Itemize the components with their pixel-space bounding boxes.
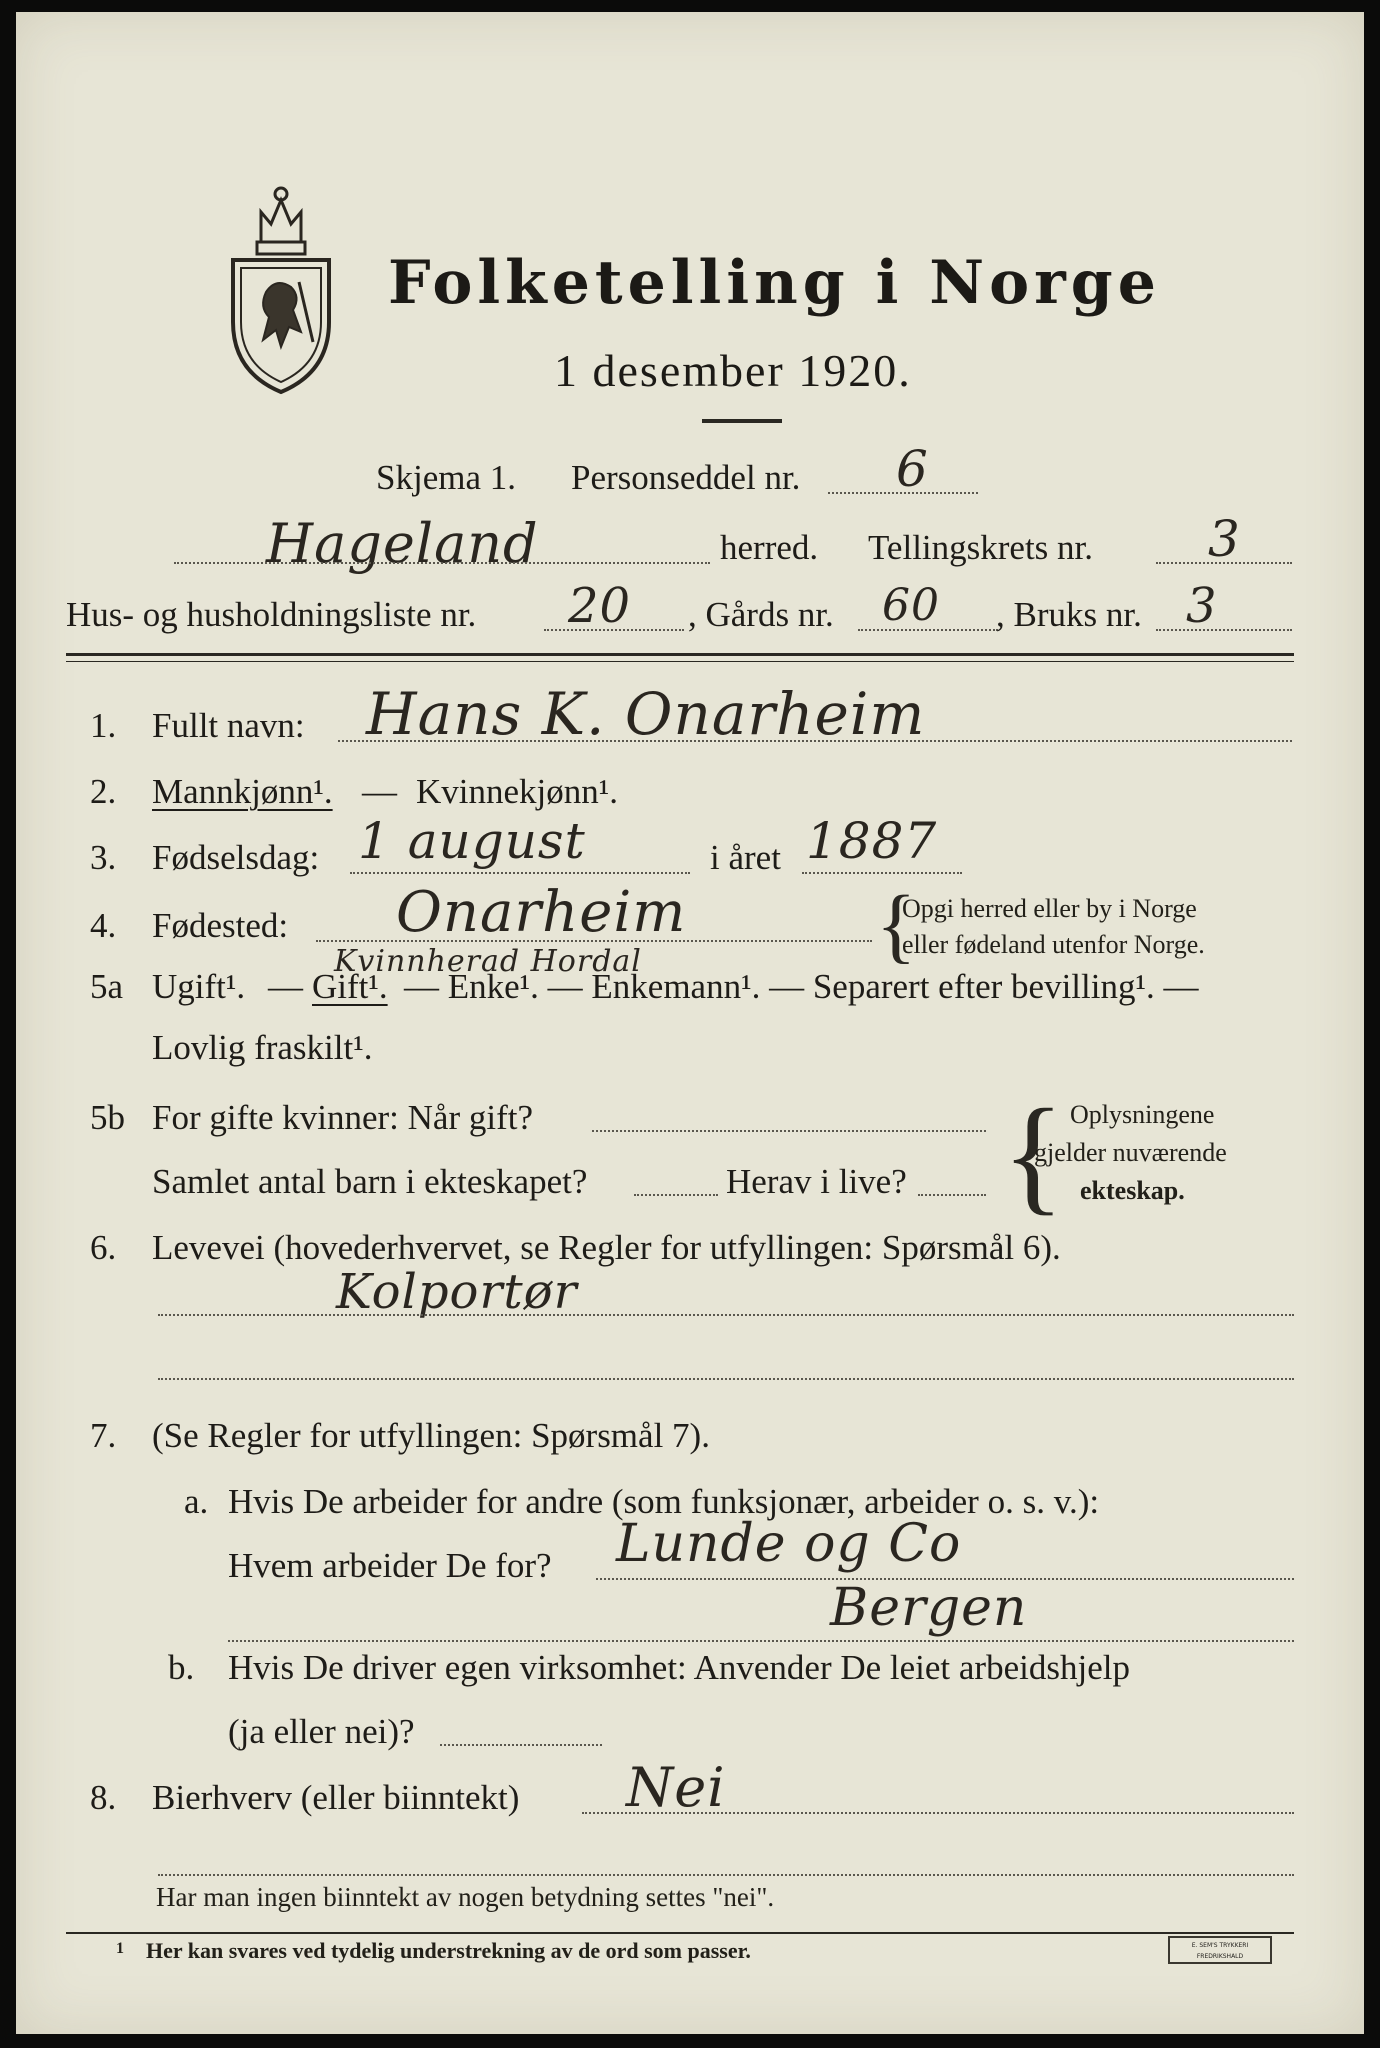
marital-gift-option[interactable]: Gift¹. [312,967,388,1006]
occupation-value[interactable]: Kolportør [336,1264,578,1320]
q5b-note-line1: Oplysningene [1070,1100,1215,1129]
q5b-alive-line [918,1194,986,1196]
tellingskrets-value[interactable]: 3 [1208,510,1241,568]
marital-other-options[interactable]: — Enke¹. — Enkemann¹. — Separert efter bevilling¹. — [404,967,1199,1006]
tellingskrets-label: Tellingskrets nr. [868,528,1094,567]
employer-city-value[interactable]: Bergen [830,1578,1028,1638]
marital-ugift-option[interactable]: Ugift¹. [152,967,246,1006]
q5b-married-when-line [592,1130,986,1132]
q3-number: 3. [90,838,117,877]
q3-label: Fødselsdag: [152,838,320,877]
marital-fraskilt-option[interactable]: Lovlig fraskilt¹. [152,1028,373,1067]
title-divider [702,419,782,423]
bruks-label: , Bruks nr. [996,595,1142,634]
q7b-line1: Hvis De driver egen virksomhet: Anvender De leiet arbeidshjelp [228,1648,1130,1687]
q8-number: 8. [90,1778,117,1817]
q4-brace: { [876,879,917,972]
q6-number: 6. [90,1228,117,1267]
gards-value[interactable]: 60 [882,580,940,631]
q1-label: Fullt navn: [152,706,305,745]
q7a-letter: a. [184,1482,209,1521]
q5b-note-line2: gjelder nuværende [1034,1138,1227,1167]
birth-date-value[interactable]: 1 august [358,812,586,870]
skjema-label: Skjema 1. [376,458,516,497]
q8-line2 [158,1874,1294,1876]
employer-value[interactable]: Lunde og Co [616,1514,962,1574]
q2-number: 2. [90,772,117,811]
q5a-number: 5a [90,967,124,1006]
footnote-text: Her kan svares ved tydelig understrekning av de ord som passer. [146,1938,751,1963]
personseddel-label: Personseddel nr. [571,458,801,497]
gards-label: , Gårds nr. [688,595,834,634]
header-rule-top [66,653,1294,656]
q7a-line2: Hvem arbeider De for? [228,1546,552,1585]
q5b-children-line [634,1194,718,1196]
header-rule-bottom [66,661,1294,662]
q4-label: Fødested: [152,906,289,945]
q3-year-label: i året [710,838,781,877]
side-income-value[interactable]: Nei [626,1756,726,1819]
q3-year-line [802,872,962,874]
q7b-letter: b. [168,1648,195,1687]
q5b-note-line3: ekteskap. [1080,1176,1185,1205]
q6-label: Levevei (hovederhvervet, se Regler for utfyllingen: Spørsmål 6). [152,1228,1061,1267]
q7a-line1: Hvis De arbeider for andre (som funksjonær, arbeider o. s. v.): [228,1482,1100,1521]
q5b-brace: { [1002,1083,1065,1227]
herred-value[interactable]: Hageland [266,512,539,575]
birthplace-value[interactable]: Onarheim [396,880,687,945]
husliste-label: Hus- og husholdningsliste nr. [66,595,477,634]
q4-note-line1: Opgi herred eller by i Norge [902,894,1197,923]
no-income-note: Har man ingen biinntekt av nogen betydning settes "nei". [156,1882,775,1912]
q7-label: (Se Regler for utfyllingen: Spørsmål 7). [152,1416,710,1455]
q5b-alive-label: Herav i live? [726,1162,907,1201]
form-title: Folketelling i Norge [388,248,1161,318]
q1-number: 1. [90,706,117,745]
footnote-mark: 1 [116,1940,124,1957]
husliste-value[interactable]: 20 [568,578,632,634]
q5b-number: 5b [90,1098,125,1137]
footer-rule [66,1932,1294,1934]
norwegian-coat-of-arms-icon [221,182,341,397]
q7-number: 7. [90,1416,117,1455]
personseddel-value[interactable]: 6 [896,440,929,498]
herred-label: herred. [720,528,819,567]
q8-label: Bierhverv (eller biinntekt) [152,1778,520,1817]
census-form-sheet [16,12,1364,2034]
gender-separator: — [362,772,397,811]
gender-female-option[interactable]: Kvinnekjønn¹. [416,772,619,811]
bruks-line [1156,629,1292,631]
q7b-line2: (ja eller nei)? [228,1712,415,1751]
birth-year-value[interactable]: 1887 [806,812,938,870]
herred-line [174,562,710,564]
q4-number: 4. [90,906,117,945]
gender-male-option[interactable]: Mannkjønn¹. [152,772,333,811]
q7b-line [440,1744,602,1746]
marital-dash: — [268,967,303,1006]
q5b-married-when-label: For gifte kvinner: Når gift? [152,1098,534,1137]
census-date: 1 desember 1920. [554,345,912,396]
full-name-value[interactable]: Hans K. Onarheim [366,680,926,748]
printer-stamp: E. SEM'S TRYKKERI FREDRIKSHALD [1168,1936,1272,1964]
q3-date-line [350,872,690,874]
bruks-value[interactable]: 3 [1186,578,1218,634]
q6-line2 [158,1378,1294,1380]
q5b-children-label: Samlet antal barn i ekteskapet? [152,1162,588,1201]
birthplace-value-secondary[interactable]: Kvinnherad Hordal [334,944,642,979]
q4-note-line2: eller fødeland utenfor Norge. [902,930,1205,959]
q7a-line-extra [228,1640,1294,1642]
q6-line1 [158,1314,1294,1316]
